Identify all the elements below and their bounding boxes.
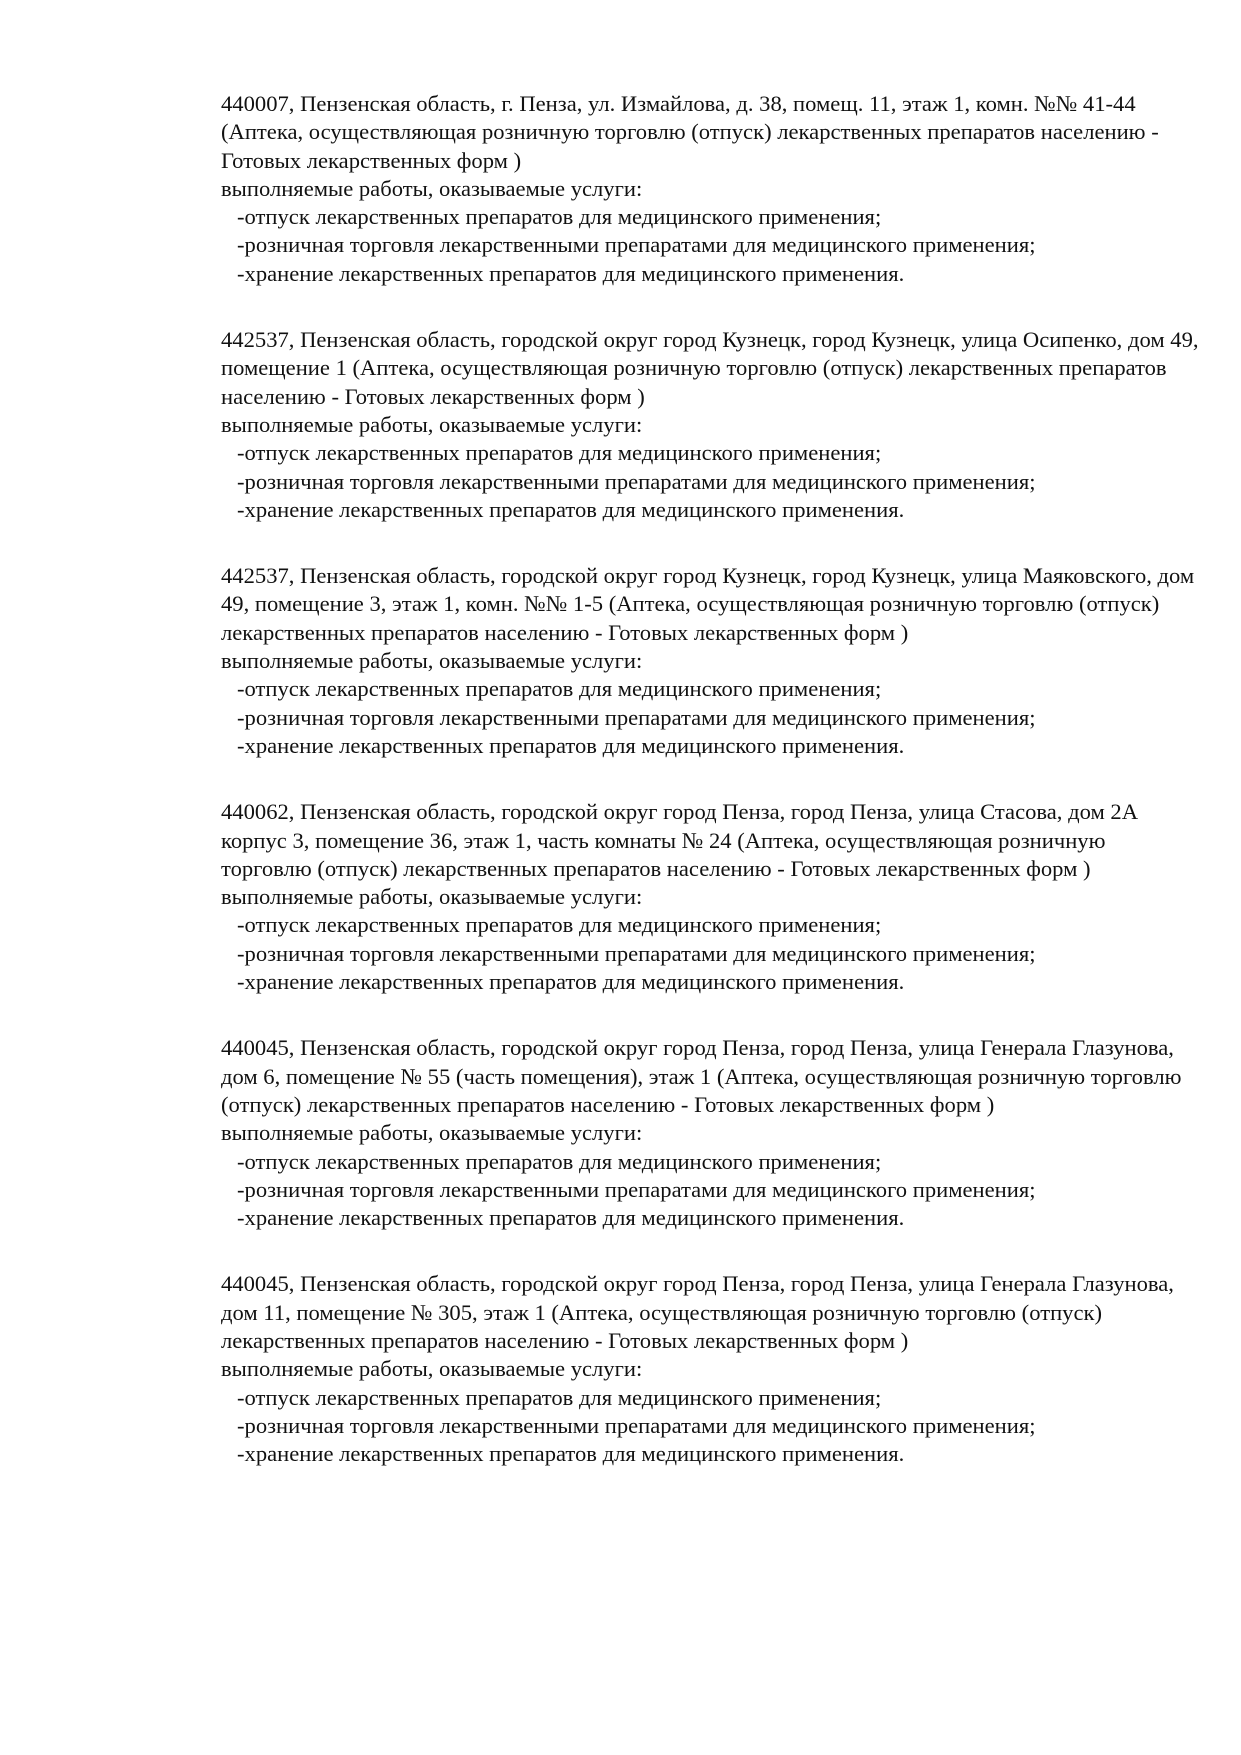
service-item: -отпуск лекарственных препаратов для медицинского применения; xyxy=(237,1148,882,1174)
service-item: -отпуск лекарственных препаратов для медицинского применения; xyxy=(237,676,882,702)
license-entry xyxy=(221,798,1201,996)
service-item: -отпуск лекарственных препаратов для медицинского применения; xyxy=(237,912,882,938)
works-label: выполняемые работы, оказываемые услуги: xyxy=(221,648,643,674)
works-label: выполняемые работы, оказываемые услуги: xyxy=(221,175,643,201)
entry-address: 442537, Пензенская область, городской округ город Кузнецк, город Кузнецк, улица Осипенко, дом 49, помещение 1 (Аптека, осуществляющая розничную торговлю (отпуск) лекарственных препаратов населению - Готовых лекарственных форм ) xyxy=(221,327,1199,409)
license-entry xyxy=(221,90,1201,288)
service-item: -розничная торговля лекарственными препаратами для медицинского применения; xyxy=(237,232,1036,258)
services-list xyxy=(221,1384,1201,1469)
service-item: -отпуск лекарственных препаратов для медицинского применения; xyxy=(237,1384,882,1410)
entry-address: 440045, Пензенская область, городской округ город Пенза, город Пенза, улица Генерала Глазунова, дом 6, помещение № 55 (часть помещения), этаж 1 (Аптека, осуществляющая розничную торговлю (отпуск) лекарственных препаратов населению - Готовых лекарственных форм ) xyxy=(221,1035,1182,1117)
service-item: -розничная торговля лекарственными препаратами для медицинского применения; xyxy=(237,1412,1036,1438)
service-item: -хранение лекарственных препаратов для медицинского применения. xyxy=(237,1205,905,1231)
services-list xyxy=(221,439,1201,524)
license-entry xyxy=(221,326,1201,524)
service-item: -розничная торговля лекарственными препаратами для медицинского применения; xyxy=(237,704,1036,730)
service-item: -розничная торговля лекарственными препаратами для медицинского применения; xyxy=(237,940,1036,966)
works-label: выполняемые работы, оказываемые услуги: xyxy=(221,884,643,910)
service-item: -отпуск лекарственных препаратов для медицинского применения; xyxy=(237,440,882,466)
document-page xyxy=(221,90,1201,1506)
works-label: выполняемые работы, оказываемые услуги: xyxy=(221,1120,643,1146)
service-item: -отпуск лекарственных препаратов для медицинского применения; xyxy=(237,204,882,230)
license-entry xyxy=(221,1270,1201,1468)
services-list xyxy=(221,911,1201,996)
entry-address: 442537, Пензенская область, городской округ город Кузнецк, город Кузнецк, улица Маяковского, дом 49, помещение 3, этаж 1, комн. №№ 1-5 (Аптека, осуществляющая розничную торговлю (отпуск) лекарственных препаратов населению - Готовых лекарственных форм ) xyxy=(221,563,1195,645)
entry-address: 440045, Пензенская область, городской округ город Пенза, город Пенза, улица Генерала Глазунова, дом 11, помещение № 305, этаж 1 (Аптека, осуществляющая розничную торговлю (отпуск) лекарственных препаратов населению - Готовых лекарственных форм ) xyxy=(221,1271,1174,1353)
services-list xyxy=(221,1148,1201,1233)
service-item: -хранение лекарственных препаратов для медицинского применения. xyxy=(237,732,905,758)
services-list xyxy=(221,675,1201,760)
works-label: выполняемые работы, оказываемые услуги: xyxy=(221,1356,643,1382)
entry-address: 440007, Пензенская область, г. Пенза, ул. Измайлова, д. 38, помещ. 11, этаж 1, комн. №№ 41-44 (Аптека, осуществляющая розничную торговлю (отпуск) лекарственных препаратов населению - Готовых лекарственных форм ) xyxy=(221,91,1159,173)
service-item: -хранение лекарственных препаратов для медицинского применения. xyxy=(237,969,905,995)
service-item: -розничная торговля лекарственными препаратами для медицинского применения; xyxy=(237,1176,1036,1202)
service-item: -хранение лекарственных препаратов для медицинского применения. xyxy=(237,260,905,286)
services-list xyxy=(221,203,1201,288)
license-entry xyxy=(221,562,1201,760)
license-entry xyxy=(221,1034,1201,1232)
service-item: -хранение лекарственных препаратов для медицинского применения. xyxy=(237,496,905,522)
entry-address: 440062, Пензенская область, городской округ город Пенза, город Пенза, улица Стасова, дом 2А корпус 3, помещение 36, этаж 1, часть комнаты № 24 (Аптека, осуществляющая розничную торговлю (отпуск) лекарственных препаратов населению - Готовых лекарственных форм ) xyxy=(221,799,1139,881)
service-item: -хранение лекарственных препаратов для медицинского применения. xyxy=(237,1441,905,1467)
service-item: -розничная торговля лекарственными препаратами для медицинского применения; xyxy=(237,468,1036,494)
works-label: выполняемые работы, оказываемые услуги: xyxy=(221,411,643,437)
